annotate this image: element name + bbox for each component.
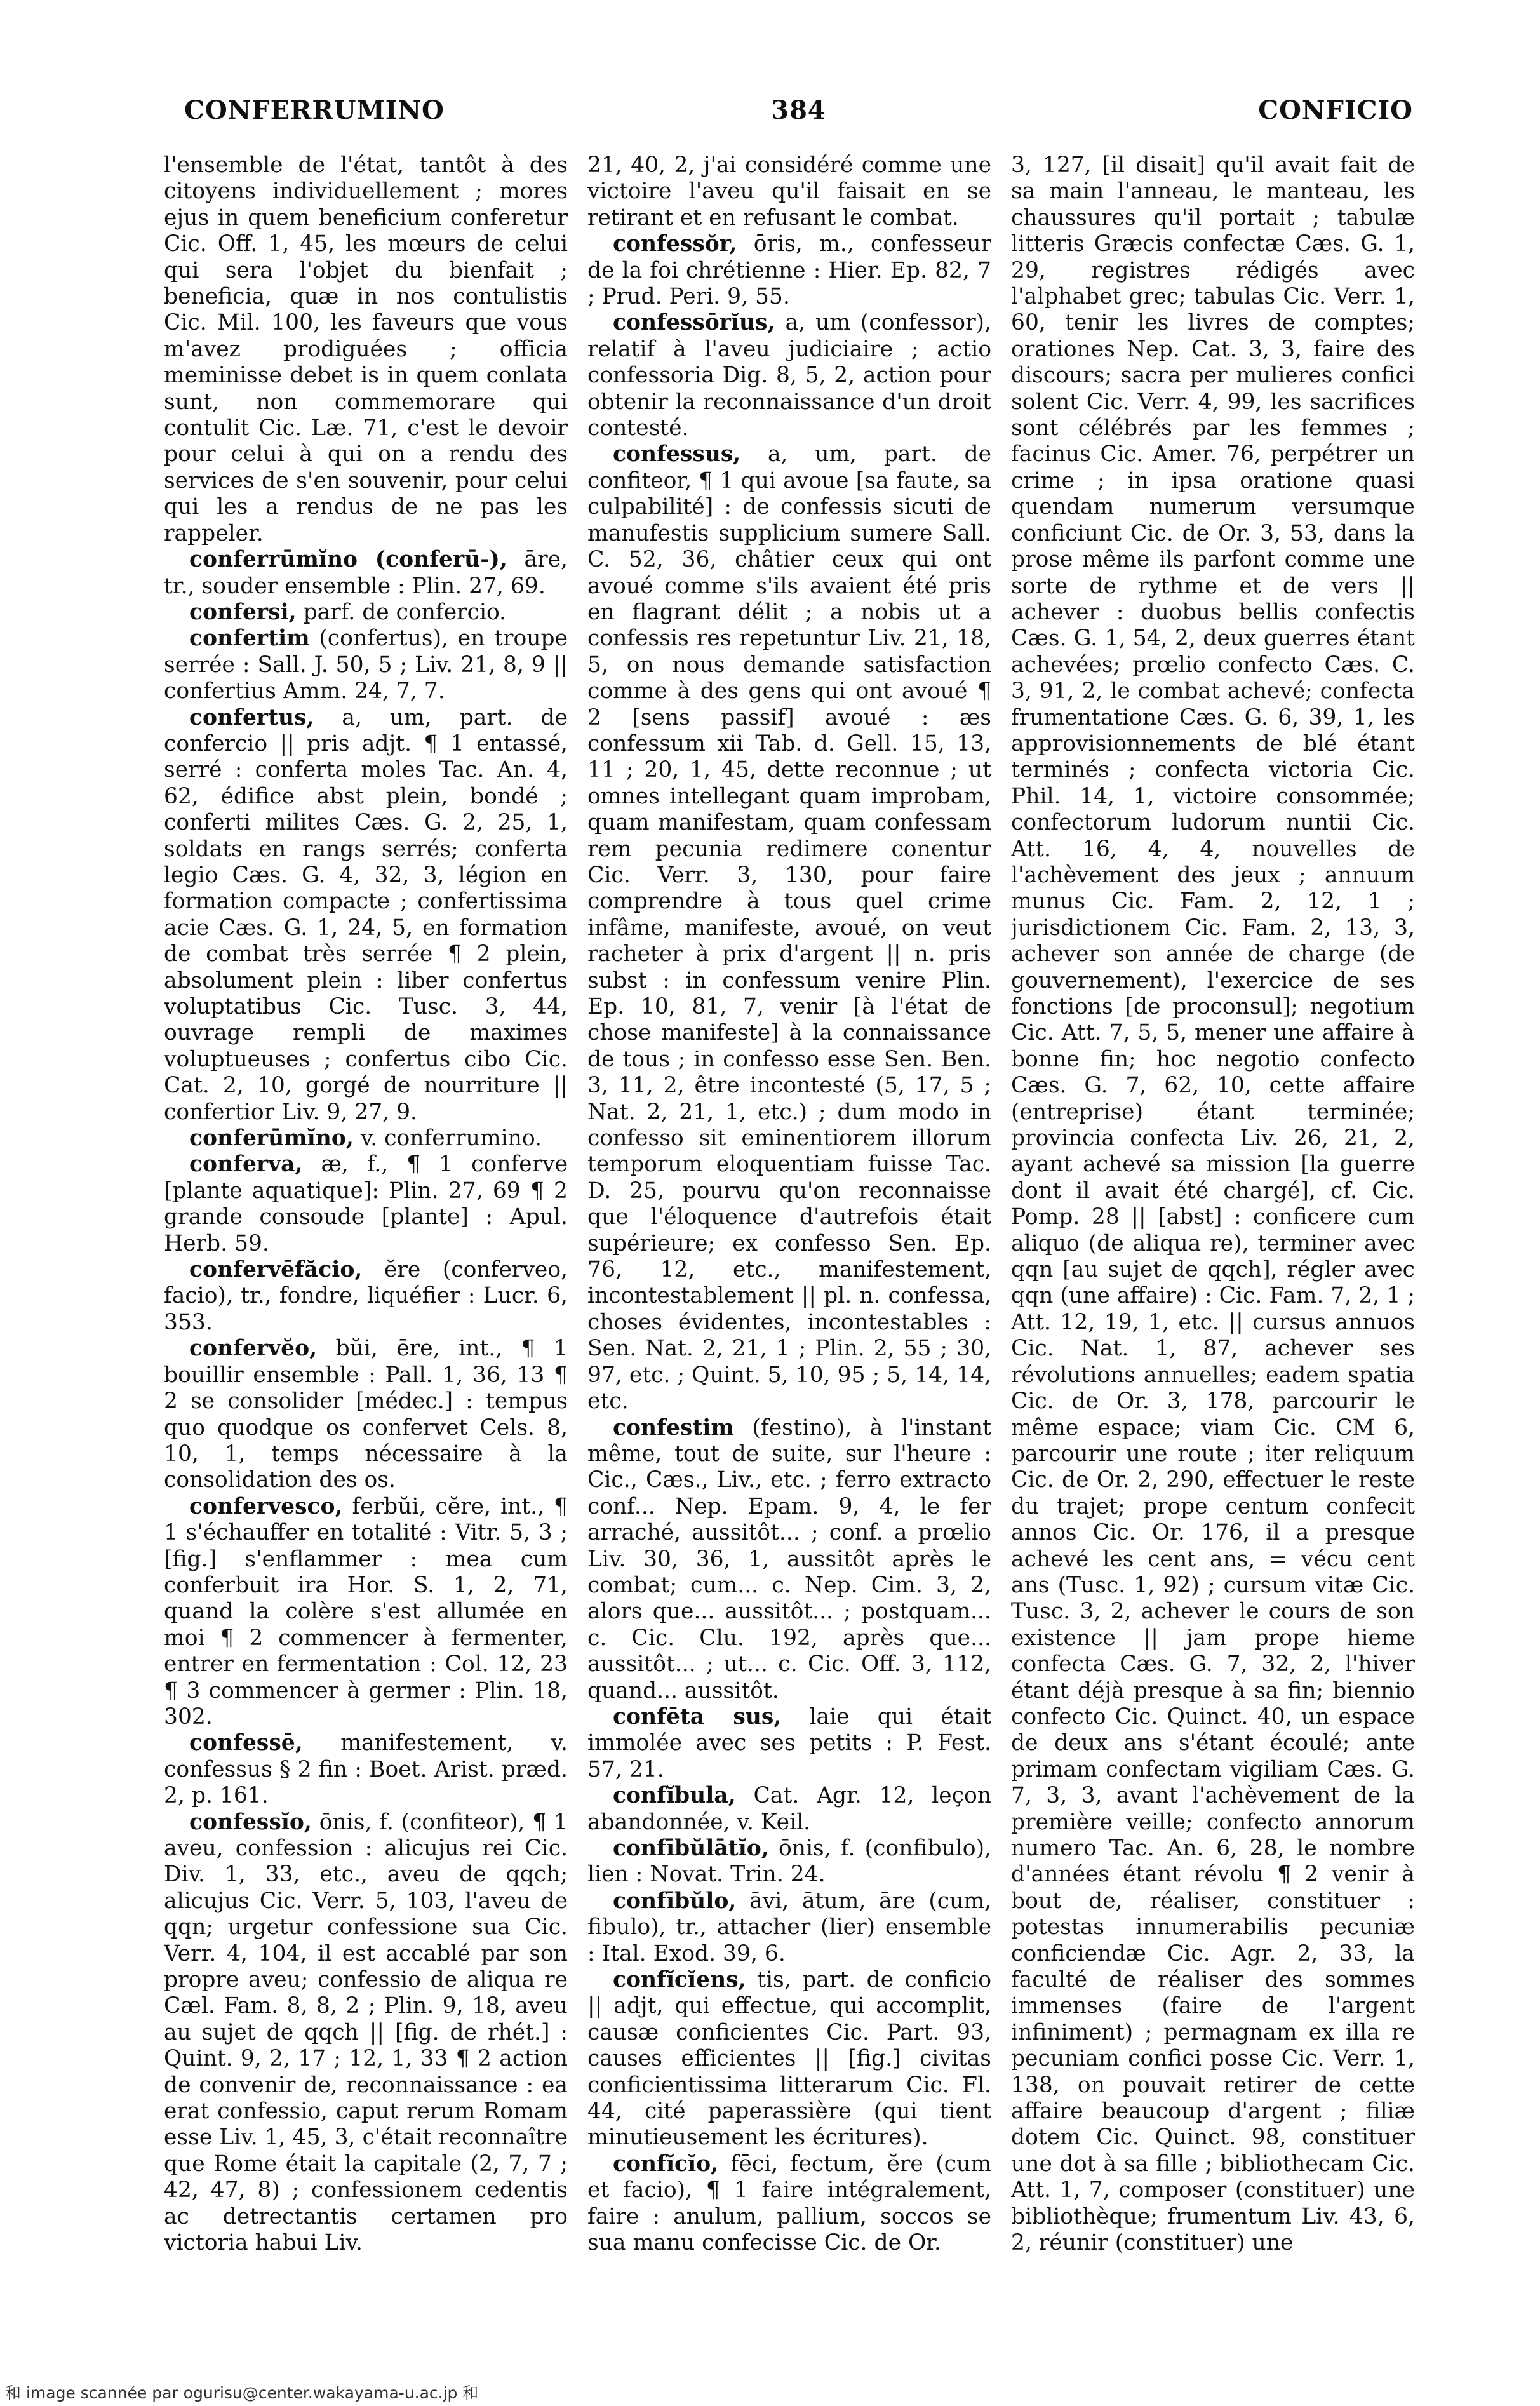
- running-head-right: CONFICIO: [1258, 95, 1413, 125]
- entry-definition: āvi, ātum, āre (cum, fibulo), tr., attacher (lier) ensemble : Ital. Exod. 39, 6.: [587, 1888, 991, 1966]
- entry-definition: ōris, m., confesseur de la foi chrétienne : Hier. Ep. 82, 7 ; Prud. Peri. 9, 55.: [587, 231, 991, 310]
- entry-definition: v. conferrumino.: [353, 1126, 542, 1152]
- page-header: [184, 95, 1413, 133]
- dictionary-entry: [587, 1888, 991, 1967]
- dictionary-entry: [164, 152, 568, 547]
- entry-headword: confĭbula,: [613, 1783, 736, 1809]
- entry-headword: confertim: [189, 626, 310, 652]
- entry-definition: ōnis, f. (confiteor), ¶ 1 aveu, confession : alicujus rei Cic. Div. 1, 33, etc., aveu de qqch; alicujus Cic. Verr. 5, 103, l'aveu de qqn; urgetur confessione sua Cic. Verr. 4, 104, il est accablé par son propre aveu; confessio de aliqua re Cæl. Fam. 8, 8, 2 ; Plin. 9, 18, aveu au sujet de qqch || [fig. de rhét.] : Quint. 9, 2, 17 ; 12, 1, 33 ¶ 2 action de convenir de, reconnaissance : ea erat confessio, caput rerum Romam esse Liv. 1, 45, 3, c'était reconnaître que Rome était la capitale (2, 7, 7 ; 42, 47, 8) ; confessionem cedentis ac detrectantis certamen pro victoria habui Liv.: [164, 1809, 568, 2256]
- entry-headword: confĭcĭo,: [613, 2151, 719, 2177]
- entry-definition: (festino), à l'instant même, tout de suite, sur l'heure : Cic., Cæs., Liv., etc. ; ferro extracto conf... Nep. Epam. 9, 4, le fer arraché, aussitôt... ; conf. a prœlio Liv. 30, 36, 1, aussitôt après le combat; cum... c. Nep. Cim. 3, 2, alors que... aussitôt... ; postquam... c. Cic. Clu. 192, après que... aussitôt... ; ut... c. Cic. Off. 3, 112, quand... aussitôt.: [587, 1415, 991, 1704]
- entry-headword: confēta sus,: [613, 1704, 782, 1730]
- column-3: [1011, 152, 1415, 2312]
- entry-definition: āre, tr., souder ensemble : Plin. 27, 69.: [164, 547, 568, 599]
- dictionary-entry: [164, 1336, 568, 1493]
- entry-definition: ĕre (conferveo, facio), tr., fondre, liquéfier : Lucr. 6, 353.: [164, 1257, 568, 1335]
- entry-headword: conferrūmĭno (conferū-),: [189, 547, 507, 573]
- column-1: [164, 152, 568, 2312]
- entry-headword: confessōrĭus,: [613, 310, 775, 336]
- dictionary-entry: [587, 1967, 991, 2151]
- entry-headword: confervēfăcio,: [189, 1257, 363, 1283]
- entry-headword: confessus,: [613, 441, 741, 467]
- entry-headword: confĭcĭens,: [613, 1967, 746, 1993]
- entry-headword: confessŏr,: [613, 231, 737, 257]
- column-2: [587, 152, 991, 2312]
- entry-headword: confībŭlātĭo,: [613, 1836, 769, 1861]
- entry-headword: conferūmĭno,: [189, 1126, 354, 1152]
- dictionary-entry: [164, 1810, 568, 2257]
- entry-definition: æ, f., ¶ 1 conferve [plante aquatique]: Plin. 27, 69 ¶ 2 grande consoude [plante] : Apul. Herb. 59.: [164, 1152, 568, 1256]
- dictionary-entry: [587, 1704, 991, 1783]
- dictionary-entry: [164, 1494, 568, 1731]
- dictionary-entry: [587, 1415, 991, 1704]
- entry-definition: 21, 40, 2, j'ai considéré comme une victoire l'aveu qu'il faisait en se retirant et en refusant le combat.: [587, 152, 991, 231]
- page-number: 384: [771, 95, 826, 125]
- dictionary-entry: [587, 231, 991, 310]
- entry-definition: ferbŭi, cĕre, int., ¶ 1 s'échauffer en totalité : Vitr. 5, 3 ; [fig.] s'enflammer : mea cum conferbuit ira Hor. S. 1, 2, 71, quand la colère s'est allumée en moi ¶ 2 commencer à fermenter, entrer en fermentation : Col. 12, 23 ¶ 3 commencer à germer : Plin. 18, 302.: [164, 1493, 568, 1730]
- entry-definition: a, um, part. de confiteor, ¶ 1 qui avoue [sa faute, sa culpabilité] : de confessis sicuti de manufestis supplicium sumere Sall. C. 52, 36, châtier ceux qui ont avoué comme s'ils avaient été pris en flagrant délit ; a nobis ut a confessis res repetuntur Liv. 21, 18, 5, on nous demande satisfaction comme à des gens qui ont avoué ¶ 2 [sens passif] avoué : æs confessum xii Tab. d. Gell. 15, 13, 11 ; 20, 1, 45, dette reconnue ; ut omnes intellegant quam improbam, quam manifestam, quam confessam rem pecunia redimere conentur Cic. Verr. 3, 130, pour faire comprendre à tous quel crime infâme, manifeste, avoué, on veut racheter à prix d'argent || n. pris subst : in confessum venire Plin. Ep. 10, 81, 7, venir [à l'état de chose manifeste] à la connaissance de tous ; in confesso esse Sen. Ben. 3, 11, 2, être incontesté (5, 17, 5 ; Nat. 2, 21, 1, etc.) ; dum modo in confesso sit eminentiorem illorum temporum eloquentiam fuisse Tac. D. 25, pourvu qu'on reconnaisse que l'éloquence d'autrefois était supérieure; ex confesso Sen. Ep. 76, 12, etc., manifestement, incontestablement || pl. n. confessa, choses évidentes, incontestables : Sen. Nat. 2, 21, 1 ; Plin. 2, 55 ; 30, 97, etc. ; Quint. 5, 10, 95 ; 5, 14, 14, etc.: [587, 441, 991, 1415]
- entry-definition: a, um (confessor), relatif à l'aveu judiciaire ; actio confessoria Dig. 8, 5, 2, action pour obtenir la reconnaissance d'un droit contesté.: [587, 310, 991, 441]
- running-head-left: CONFERRUMINO: [184, 95, 445, 125]
- dictionary-entry: [164, 626, 568, 704]
- entry-headword: confessĭo,: [189, 1809, 312, 1835]
- entry-headword: confervesco,: [189, 1493, 343, 1519]
- entry-headword: confersi,: [189, 599, 297, 625]
- entry-definition: manifestement, v. confessus § 2 fin : Boet. Arist. præd. 2, p. 161.: [164, 1730, 568, 1809]
- dictionary-entry: [587, 1836, 991, 1888]
- dictionary-entry: [587, 2151, 991, 2257]
- dictionary-entry: [164, 1257, 568, 1336]
- dictionary-entry: [587, 441, 991, 1415]
- entry-definition: 3, 127, [il disait] qu'il avait fait de sa main l'anneau, le manteau, les chaussures qu'il portait ; tabulæ litteris Græcis confectæ Cæs. G. 1, 29, registres rédigés avec l'alphabet grec; tabulas Cic. Verr. 1, 60, tenir les livres de comptes; orationes Nep. Cat. 3, 3, faire des discours; sacra per mulieres confici solent Cic. Verr. 4, 99, les sacrifices sont célébrés par les femmes ; facinus Cic. Amer. 76, perpétrer un crime ; in ipsa oratione quasi quendam numerum versumque conficiunt Cic. de Or. 3, 53, dans la prose même ils parfont comme une sorte de rythme et de vers || achever : duobus bellis confectis Cæs. G. 1, 54, 2, deux guerres étant achevées; prœlio confecto Cæs. C. 3, 91, 2, le combat achevé; confecta frumentatione Cæs. G. 6, 39, 1, les approvisionnements de blé étant terminés ; confecta victoria Cic. Phil. 14, 1, victoire consommée; confectorum ludorum nuntii Cic. Att. 16, 4, 4, nouvelles de l'achèvement des jeux ; annuum munus Cic. Fam. 2, 12, 1 ; jurisdictionem Cic. Fam. 2, 13, 3, achever son année de charge (de gouvernement), l'exercice de ses fonctions [de proconsul]; negotium Cic. Att. 7, 5, 5, mener une affaire à bonne fin; hoc negotio confecto Cæs. G. 7, 62, 10, cette affaire (entreprise) étant terminée; provincia confecta Liv. 26, 21, 2, ayant achevé sa mission [la guerre dont il avait été chargé], cf. Cic. Pomp. 28 || [abst] : conficere cum aliquo (de aliqua re), terminer avec qqn [au sujet de qqch], régler avec qqn (une affaire) : Cic. Fam. 7, 2, 1 ; Att. 12, 19, 1, etc. || cursus annuos Cic. Nat. 1, 87, achever ses révolutions annuelles; eadem spatia Cic. de Or. 3, 178, parcourir le même espace; viam Cic. CM 6, parcourir une route ; iter reliquum Cic. de Or. 2, 290, effectuer le reste du trajet; prope centum confecit annos Cic. Or. 176, il a presque achevé les cent ans, = vécu cent ans (Tusc. 1, 92) ; cursum vitæ Cic. Tusc. 3, 2, achever le cours de son existence || jam prope hieme confecta Cæs. G. 7, 32, 2, l'hiver étant déjà presque à sa fin; biennio confecto Cic. Quinct. 40, un espace de deux ans s'étant écoulé; ante primam confectam vigiliam Cæs. G. 7, 3, 3, avant l'achèvement de la première veille; confecto annorum numero Tac. An. 6, 28, le nombre d'années étant révolu ¶ 2 venir à bout de, réaliser, constituer : potestas innumerabilis pecuniæ conficiendæ Cic. Agr. 2, 33, la faculté de réaliser des sommes immenses (faire de l'argent infiniment) ; permagnam ex illa re pecuniam confici posse Cic. Verr. 1, 138, on pouvait retirer de cette affaire beaucoup d'argent ; filiæ dotem Cic. Quinct. 98, constituer une dot à sa fille ; bibliothecam Cic. Att. 1, 7, composer (constituer) une bibliothèque; frumentum Liv. 43, 6, 2, réunir (constituer) une: [1011, 152, 1415, 2256]
- entry-definition: fēci, fectum, ĕre (cum et facio), ¶ 1 faire intégralement, faire : anulum, pallium, soccos se sua manu confecisse Cic. de Or.: [587, 2151, 991, 2256]
- entry-definition: laie qui était immolée avec ses petits : P. Fest. 57, 21.: [587, 1704, 991, 1782]
- entry-definition: l'ensemble de l'état, tantôt à des citoyens individuellement ; mores ejus in quem beneficium conferetur Cic. Off. 1, 45, les mœurs de celui qui sera l'objet du bienfait ; beneficia, quæ in nos contulistis Cic. Mil. 100, les faveurs que vous m'avez prodiguées ; officia meminisse debet is in quem conlata sunt, non commemorare qui contulit Cic. Læ. 71, c'est le devoir pour celui à qui on a rendu des services de s'en souvenir, pour celui qui les a rendus de ne pas les rappeler.: [164, 152, 568, 546]
- entry-headword: conferva,: [189, 1152, 303, 1178]
- entry-definition: ōnis, f. (confibulo), lien : Novat. Trin. 24.: [587, 1836, 991, 1888]
- entry-definition: (confertus), en troupe serrée : Sall. J. 50, 5 ; Liv. 21, 8, 9 || confertius Amm. 24, 7, 7.: [164, 626, 568, 704]
- dictionary-entry: [587, 310, 991, 441]
- entry-definition: a, um, part. de confercio || pris adjt. ¶ 1 entassé, serré : conferta moles Tac. An. 4, 62, édifice abst plein, bondé ; conferti milites Cæs. G. 2, 25, 1, soldats en rangs serrés; conferta legio Cæs. G. 4, 32, 3, légion en formation compacte ; confertissima acie Cæs. G. 1, 24, 5, en formation de combat très serrée ¶ 2 plein, absolument plein : liber confertus voluptatibus Cic. Tusc. 3, 44, ouvrage rempli de maximes voluptueuses ; confertus cibo Cic. Cat. 2, 10, gorgé de nourriture || confertior Liv. 9, 27, 9.: [164, 704, 568, 1125]
- dictionary-entry: [1011, 152, 1415, 2257]
- dictionary-entry: [164, 1730, 568, 1809]
- entry-headword: confervĕo,: [189, 1336, 318, 1362]
- dictionary-entry: [164, 1152, 568, 1257]
- dictionary-columns: [164, 152, 1415, 2312]
- entry-definition: parf. de confercio.: [296, 599, 507, 625]
- dictionary-entry: [164, 547, 568, 600]
- entry-definition: bŭi, ēre, int., ¶ 1 bouillir ensemble : Pall. 1, 36, 13 ¶ 2 se consolider [médec.] : tempus quo quodque os confervet Cels. 8, 10, 1, temps nécessaire à la consolidation des os.: [164, 1336, 568, 1493]
- dictionary-entry: [164, 705, 568, 1126]
- entry-headword: confestim: [613, 1415, 734, 1441]
- dictionary-entry: [164, 600, 568, 626]
- entry-definition: Cat. Agr. 12, leçon abandonnée, v. Keil.: [587, 1783, 991, 1835]
- entry-headword: confessē,: [189, 1730, 303, 1756]
- dictionary-entry: [164, 1126, 568, 1152]
- scan-credit: 和 image scannée par ogurisu@center.wakayama-u.ac.jp 和: [5, 2384, 479, 2402]
- entry-headword: confertus,: [189, 704, 314, 730]
- entry-definition: tis, part. de conficio || adjt, qui effectue, qui accomplit, causæ conficientes Cic. Part. 93, causes efficientes || [fig.] civitas conficientissima litterarum Cic. Fl. 44, cité paperassière (qui tient minutieusement les écritures).: [587, 1967, 991, 2151]
- dictionary-entry: [587, 152, 991, 231]
- entry-headword: confībŭlo,: [613, 1888, 737, 1914]
- dictionary-entry: [587, 1783, 991, 1836]
